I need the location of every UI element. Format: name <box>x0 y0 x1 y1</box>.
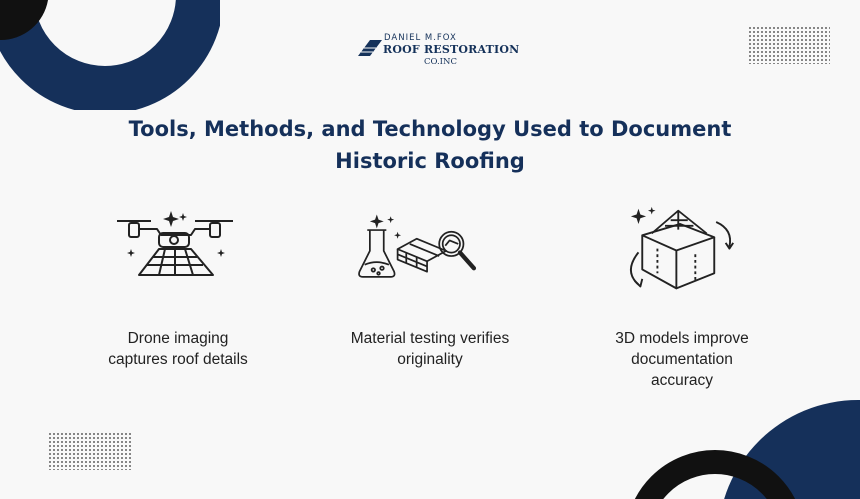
page-title <box>0 113 860 177</box>
caption-material-testing <box>330 328 530 370</box>
caption-line: originality <box>397 351 463 368</box>
dot-pattern-top-right <box>748 26 830 66</box>
logo-line-3: CO.INC <box>424 57 457 67</box>
caption-line: Drone imaging <box>127 330 229 347</box>
title-line-2: Historic Roofing <box>335 149 525 173</box>
caption-line: documentation <box>631 351 733 368</box>
drone-icon <box>113 205 243 295</box>
caption-line: captures roof details <box>108 351 248 368</box>
caption-3d-models <box>582 328 782 391</box>
dot-pattern-bottom-left <box>48 432 132 472</box>
roof-logo-icon <box>356 36 384 58</box>
caption-line: accuracy <box>650 372 714 389</box>
caption-line: 3D models improve <box>615 330 749 347</box>
material-testing-icon <box>356 205 486 295</box>
top-left-ring-decoration <box>0 0 220 110</box>
logo-line-1: DANIEL M.FOX <box>384 33 457 43</box>
caption-drone-imaging <box>78 328 278 370</box>
company-logo <box>356 33 520 71</box>
caption-line: Material testing verifies <box>350 330 510 347</box>
3d-model-icon <box>618 205 748 295</box>
bottom-right-ring-decoration <box>620 390 860 499</box>
title-line-1: Tools, Methods, and Technology Used to Document <box>128 117 732 141</box>
logo-line-2: ROOF RESTORATION <box>383 43 520 56</box>
